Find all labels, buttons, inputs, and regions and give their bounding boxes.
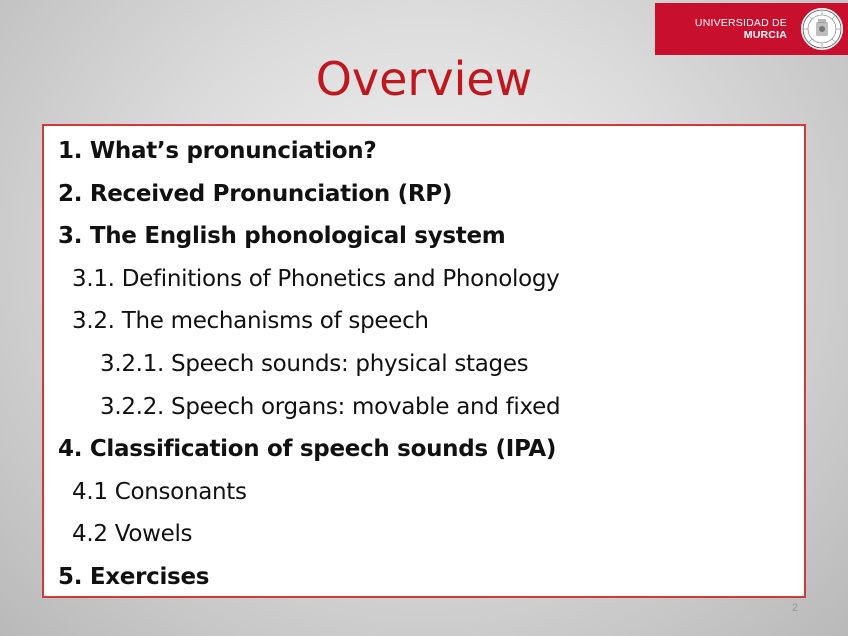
- university-seal-icon: [800, 7, 844, 51]
- outline-item-2: 2. Received Pronunciation (RP): [58, 180, 453, 207]
- outline-item-3-2-2: 3.2.2. Speech organs: movable and fixed: [100, 393, 561, 420]
- outline-item-3: 3. The English phonological system: [58, 223, 506, 250]
- outline-item-4-1: 4.1 Consonants: [72, 478, 247, 505]
- logo-text: [667, 17, 787, 41]
- outline-box: [42, 124, 806, 598]
- page-number: 2: [791, 602, 798, 614]
- outline-list: [58, 130, 560, 599]
- slide-title: Overview: [315, 52, 533, 106]
- logo-line2: MURCIA: [743, 29, 787, 41]
- logo-line1: UNIVERSIDAD DE: [694, 17, 787, 29]
- outline-item-3-1: 3.1. Definitions of Phonetics and Phonology: [72, 265, 560, 292]
- outline-item-4-2: 4.2 Vowels: [72, 521, 193, 548]
- university-logo: [655, 3, 848, 55]
- outline-item-5: 5. Exercises: [58, 563, 210, 590]
- outline-item-1: 1. What’s pronunciation?: [58, 138, 377, 164]
- outline-item-4: 4. Classification of speech sounds (IPA): [58, 436, 557, 463]
- outline-item-3-2: 3.2. The mechanisms of speech: [72, 308, 429, 335]
- outline-item-3-2-1: 3.2.1. Speech sounds: physical stages: [100, 350, 529, 377]
